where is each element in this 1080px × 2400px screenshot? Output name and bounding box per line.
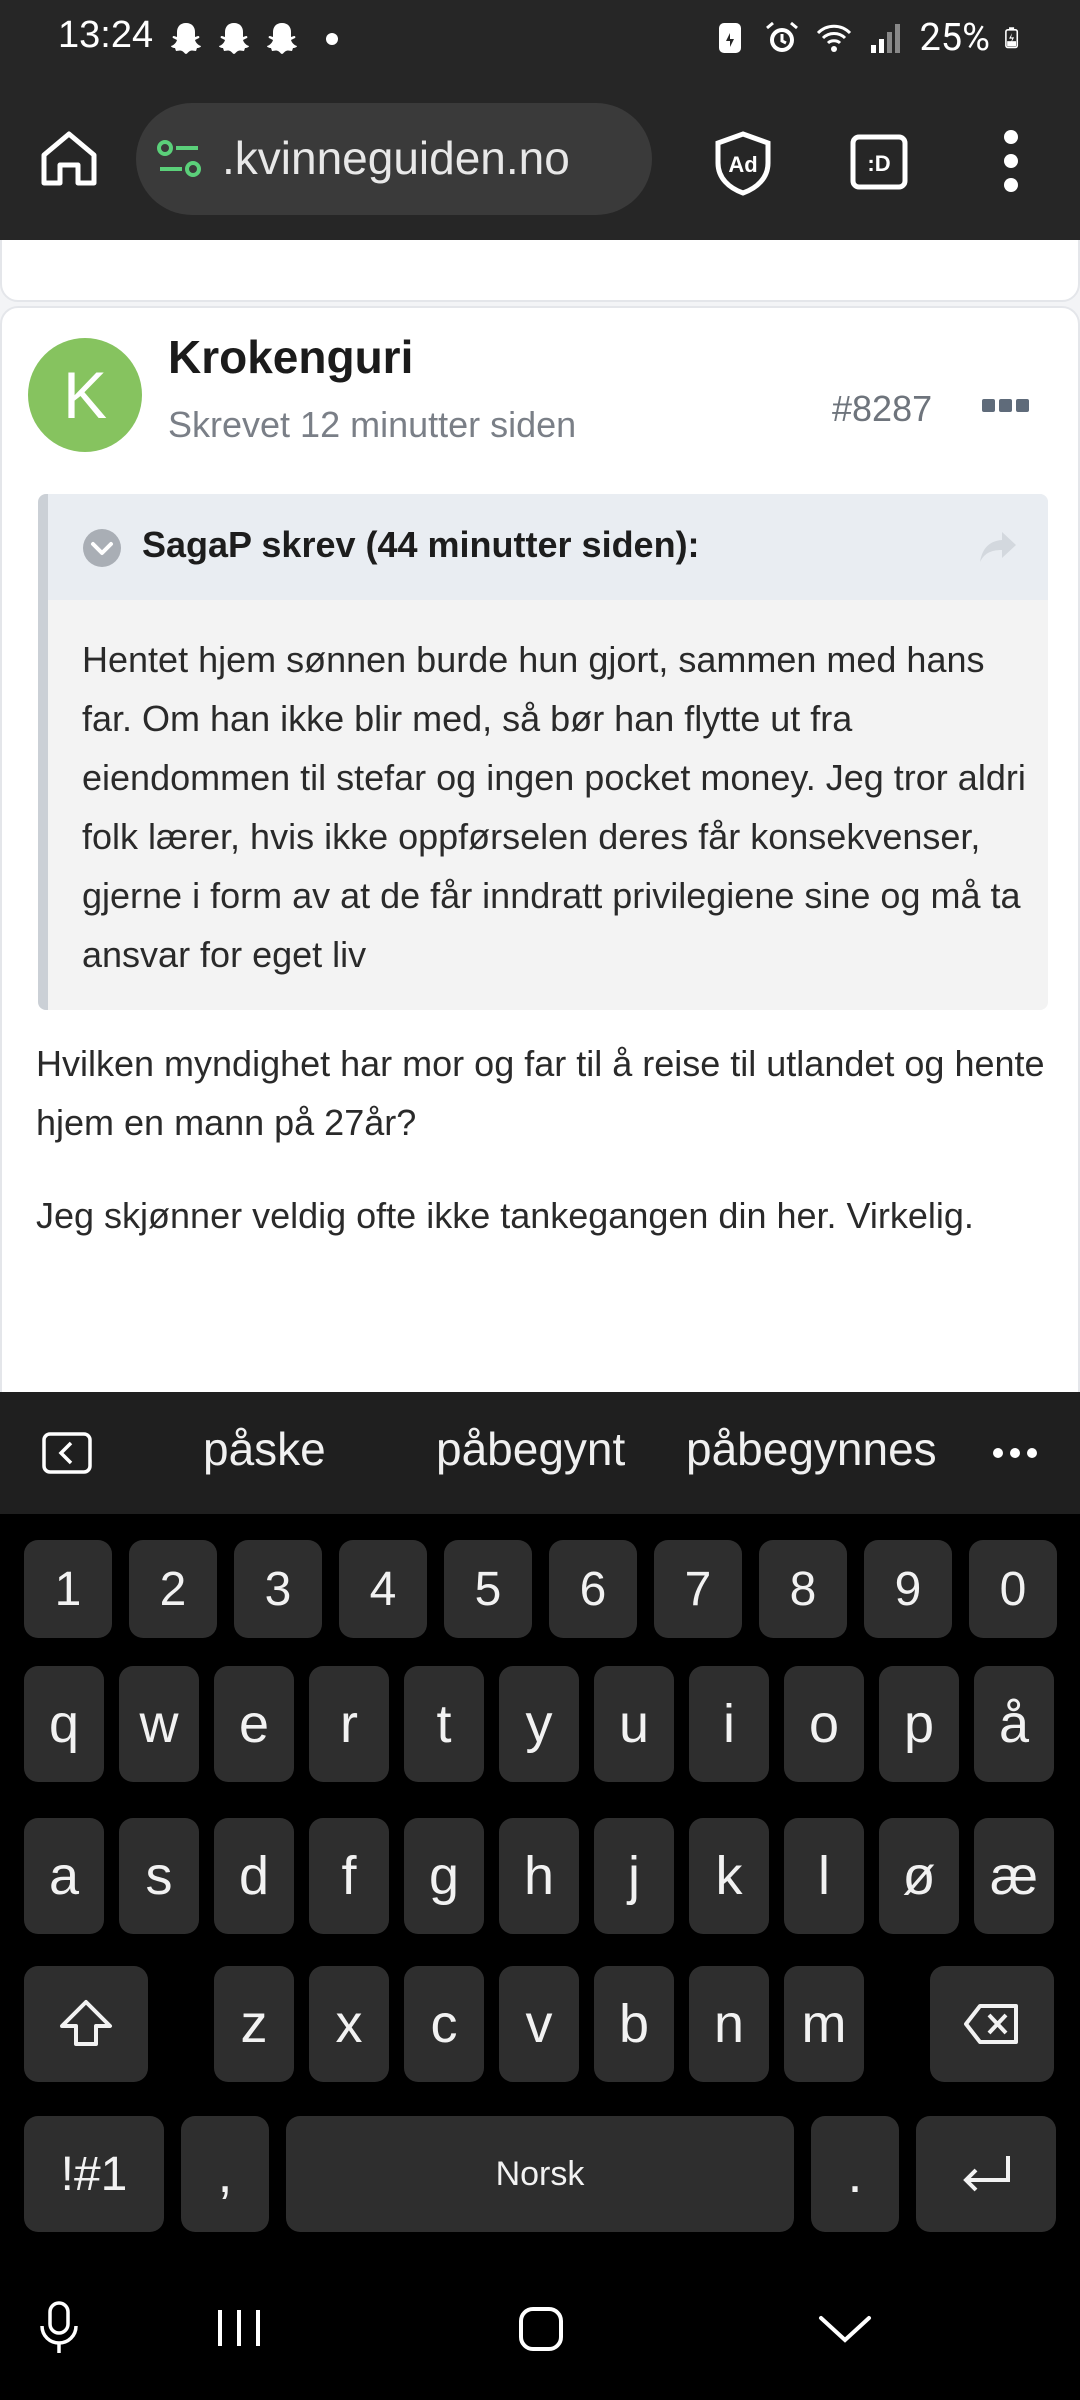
quote-author: SagaP skrev (44 minutter siden):	[142, 524, 700, 565]
quote-header[interactable]	[48, 494, 1048, 600]
home-nav-icon[interactable]	[518, 2306, 564, 2352]
keyboard-toolbar-back-icon[interactable]	[42, 1432, 92, 1474]
snapchat-icon	[216, 20, 252, 58]
post-paragraph: Hvilken myndighet har mor og far til å reise til utlandet og hente hjem en mann på 27år?	[36, 1043, 1045, 1143]
key-c[interactable]: c	[404, 1966, 484, 2082]
system-navigation-bar	[0, 2250, 1080, 2400]
key-n[interactable]: n	[689, 1966, 769, 2082]
symbols-key[interactable]: !#1	[24, 2116, 164, 2232]
tabs-label: :D	[867, 151, 891, 176]
adblock-shield-icon[interactable]	[712, 130, 774, 196]
key-6[interactable]: 6	[549, 1540, 637, 1638]
enter-key[interactable]	[916, 2116, 1056, 2232]
home-icon[interactable]	[36, 125, 102, 191]
microphone-icon[interactable]	[38, 2300, 80, 2356]
url-text: .kvinneguiden.no	[222, 132, 570, 184]
snapchat-icon	[264, 20, 300, 58]
key-oe[interactable]: ø	[879, 1818, 959, 1934]
quote-block	[38, 494, 1048, 1010]
key-r[interactable]: r	[309, 1666, 389, 1782]
space-key[interactable]: Norsk	[286, 2116, 794, 2232]
site-settings-icon[interactable]	[156, 139, 202, 179]
backspace-icon	[962, 1998, 1022, 2050]
battery-charging-icon	[1004, 19, 1028, 57]
suggestion[interactable]: påbegynnes	[686, 1423, 937, 1475]
key-ae[interactable]: æ	[974, 1818, 1054, 1934]
key-4[interactable]: 4	[339, 1540, 427, 1638]
key-p[interactable]: p	[879, 1666, 959, 1782]
status-bar	[0, 0, 1080, 80]
status-time: 13:24	[58, 14, 154, 56]
key-d[interactable]: d	[214, 1818, 294, 1934]
key-o[interactable]: o	[784, 1666, 864, 1782]
post-number[interactable]: #8287	[832, 388, 933, 429]
shift-key[interactable]	[24, 1966, 148, 2082]
key-b[interactable]: b	[594, 1966, 674, 2082]
web-page	[0, 240, 1080, 1392]
signal-icon	[867, 19, 905, 57]
key-aa[interactable]: å	[974, 1666, 1054, 1782]
previous-post-card	[0, 240, 1080, 302]
key-8[interactable]: 8	[759, 1540, 847, 1638]
comma-key[interactable]: ,	[181, 2116, 269, 2232]
key-m[interactable]: m	[784, 1966, 864, 2082]
key-t[interactable]: t	[404, 1666, 484, 1782]
enter-icon	[956, 2148, 1016, 2200]
key-e[interactable]: e	[214, 1666, 294, 1782]
post-more-icon[interactable]	[982, 396, 1030, 416]
more-notifications-dot	[326, 33, 338, 45]
key-1[interactable]: 1	[24, 1540, 112, 1638]
recent-apps-icon[interactable]	[214, 2308, 264, 2348]
snapchat-icon	[168, 20, 204, 58]
more-options-icon[interactable]	[992, 1446, 1038, 1460]
share-arrow-icon[interactable]	[978, 530, 1018, 564]
key-g[interactable]: g	[404, 1818, 484, 1934]
key-y[interactable]: y	[499, 1666, 579, 1782]
shift-arrow-icon	[56, 1998, 116, 2050]
key-h[interactable]: h	[499, 1818, 579, 1934]
wifi-icon	[815, 19, 853, 57]
tab-switcher-icon[interactable]	[850, 134, 908, 190]
quote-text: Hentet hjem sønnen burde hun gjort, sammen med hans far. Om han ikke blir med, så bør han flytte ut fra eiendommen til stefar og ingen pocket money. Jeg tror aldri folk lærer, hvis ikke oppførselen deres får konsekvenser, gjerne i form av at de får inndratt privilegiene sine og må ta ansvar for eget liv	[82, 639, 1026, 975]
key-z[interactable]: z	[214, 1966, 294, 2082]
key-u[interactable]: u	[594, 1666, 674, 1782]
address-bar[interactable]	[136, 103, 652, 215]
data-saver-icon	[711, 19, 749, 57]
browser-toolbar	[0, 80, 1080, 240]
key-q[interactable]: q	[24, 1666, 104, 1782]
key-x[interactable]: x	[309, 1966, 389, 2082]
key-2[interactable]: 2	[129, 1540, 217, 1638]
hide-keyboard-icon[interactable]	[818, 2314, 872, 2344]
suggestion[interactable]: påbegynt	[436, 1423, 626, 1475]
post-paragraph: Jeg skjønner veldig ofte ikke tankegangen din her. Virkelig.	[36, 1195, 974, 1236]
key-f[interactable]: f	[309, 1818, 389, 1934]
key-l[interactable]: l	[784, 1818, 864, 1934]
alarm-icon	[763, 19, 801, 57]
key-9[interactable]: 9	[864, 1540, 952, 1638]
suggestion[interactable]: påske	[203, 1423, 326, 1475]
chevron-down-icon[interactable]	[82, 528, 122, 568]
key-j[interactable]: j	[594, 1818, 674, 1934]
key-i[interactable]: i	[689, 1666, 769, 1782]
notification-icons	[168, 20, 338, 58]
overflow-menu-icon[interactable]	[996, 128, 1026, 194]
period-key[interactable]: .	[811, 2116, 899, 2232]
key-s[interactable]: s	[119, 1818, 199, 1934]
post-timestamp[interactable]: Skrevet 12 minutter siden	[168, 404, 577, 445]
avatar[interactable]: K	[28, 338, 142, 452]
key-a[interactable]: a	[24, 1818, 104, 1934]
key-v[interactable]: v	[499, 1966, 579, 2082]
backspace-key[interactable]	[930, 1966, 1054, 2082]
key-7[interactable]: 7	[654, 1540, 742, 1638]
key-5[interactable]: 5	[444, 1540, 532, 1638]
adblock-label: Ad	[728, 152, 758, 177]
status-right	[711, 16, 1028, 60]
key-3[interactable]: 3	[234, 1540, 322, 1638]
key-k[interactable]: k	[689, 1818, 769, 1934]
key-w[interactable]: w	[119, 1666, 199, 1782]
keyboard	[0, 1514, 1080, 2250]
battery-percent: 25%	[919, 16, 990, 60]
keyboard-suggestion-bar	[0, 1392, 1080, 1514]
key-0[interactable]: 0	[969, 1540, 1057, 1638]
forum-post	[0, 306, 1080, 1392]
post-author[interactable]: Krokenguri	[168, 331, 414, 383]
